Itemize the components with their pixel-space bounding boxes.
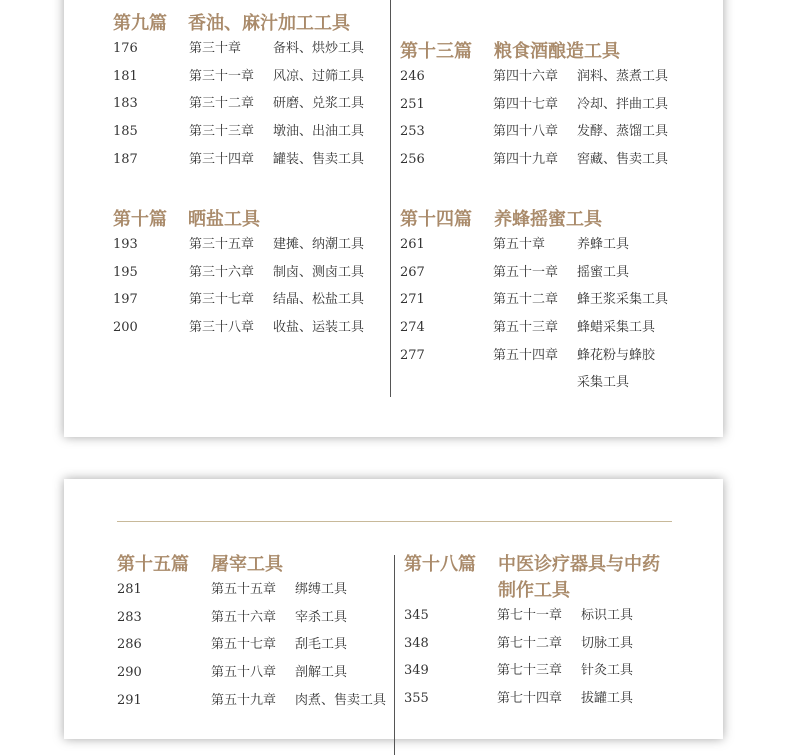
page-number: 195 bbox=[113, 264, 138, 280]
page-number: 283 bbox=[117, 609, 142, 625]
chapter-number: 第三十七章 bbox=[189, 292, 255, 308]
chapter-title: 蜂蜡采集工具 bbox=[577, 320, 656, 336]
page-number: 271 bbox=[400, 292, 425, 308]
chapter-title: 发酵、蒸馏工具 bbox=[577, 124, 669, 140]
page-number: 267 bbox=[400, 264, 425, 280]
part-number: 第十四篇 bbox=[400, 209, 472, 230]
chapter-number: 第五十二章 bbox=[493, 292, 559, 308]
part-number: 第十八篇 bbox=[404, 554, 476, 575]
part-title: 屠宰工具 bbox=[211, 554, 283, 575]
chapter-number: 第五十三章 bbox=[493, 320, 559, 336]
chapter-title: 制卤、测卤工具 bbox=[273, 264, 365, 280]
page-number: 261 bbox=[400, 237, 425, 252]
chapter-title: 剖解工具 bbox=[295, 665, 348, 681]
part-number: 第九篇 bbox=[113, 13, 167, 34]
chapter-number: 第七十二章 bbox=[497, 635, 563, 651]
chapter-title: 窖藏、售卖工具 bbox=[577, 152, 669, 168]
toc-page-lower bbox=[64, 479, 723, 739]
part-title: 香油、麻汁加工工具 bbox=[188, 13, 350, 34]
toc-page-upper bbox=[64, 0, 723, 437]
page-number: 256 bbox=[400, 152, 425, 168]
page-number: 277 bbox=[400, 347, 425, 363]
page-number: 193 bbox=[113, 237, 138, 252]
page-number: 345 bbox=[404, 608, 429, 623]
part-title: 粮食酒酿造工具 bbox=[494, 41, 620, 62]
chapter-number: 第三十五章 bbox=[189, 237, 255, 252]
chapter-title: 摇蜜工具 bbox=[577, 264, 630, 280]
chapter-title: 切脉工具 bbox=[581, 635, 634, 651]
chapter-number: 第五十四章 bbox=[493, 347, 559, 363]
chapter-title: 刮毛工具 bbox=[295, 637, 348, 653]
chapter-title: 采集工具 bbox=[577, 375, 630, 391]
page-number: 349 bbox=[404, 663, 429, 679]
column-divider bbox=[390, 0, 391, 397]
page-number: 290 bbox=[117, 665, 142, 681]
page-number: 291 bbox=[117, 692, 142, 708]
chapter-title: 建摊、纳潮工具 bbox=[273, 237, 365, 252]
page-number: 253 bbox=[400, 124, 425, 140]
chapter-title: 墩油、出油工具 bbox=[273, 124, 365, 140]
chapter-title: 风凉、过筛工具 bbox=[273, 68, 365, 84]
page-number: 197 bbox=[113, 292, 138, 308]
chapter-title: 罐装、售卖工具 bbox=[273, 151, 365, 167]
page-number: 286 bbox=[117, 637, 142, 653]
chapter-title: 备料、烘炒工具 bbox=[273, 41, 365, 56]
chapter-number: 第五十九章 bbox=[211, 692, 277, 708]
chapter-number: 第四十七章 bbox=[493, 96, 559, 112]
header-rule bbox=[117, 521, 672, 522]
part-title-continuation: 制作工具 bbox=[498, 580, 570, 601]
part-title: 养蜂摇蜜工具 bbox=[494, 209, 602, 230]
page-number: 281 bbox=[117, 582, 142, 597]
part-number: 第十五篇 bbox=[117, 554, 189, 575]
page-number: 251 bbox=[400, 96, 425, 112]
chapter-title: 收盐、运装工具 bbox=[273, 320, 365, 336]
part-title: 中医诊疗器具与中药 bbox=[498, 554, 660, 575]
chapter-number: 第三十二章 bbox=[189, 96, 255, 112]
page-number: 274 bbox=[400, 320, 425, 336]
chapter-number: 第五十五章 bbox=[211, 582, 277, 597]
page-number: 183 bbox=[113, 96, 138, 112]
part-title: 晒盐工具 bbox=[188, 209, 260, 230]
chapter-title: 针灸工具 bbox=[581, 663, 634, 679]
part-number: 第十三篇 bbox=[400, 41, 472, 62]
chapter-number: 第七十一章 bbox=[497, 608, 563, 623]
chapter-number: 第四十九章 bbox=[493, 152, 559, 168]
chapter-title: 润料、蒸煮工具 bbox=[577, 69, 669, 84]
page-number: 176 bbox=[113, 41, 138, 56]
page-number: 187 bbox=[113, 151, 138, 167]
chapter-title: 冷却、拌曲工具 bbox=[577, 96, 669, 112]
chapter-number: 第五十章 bbox=[493, 237, 546, 252]
chapter-number: 第三十八章 bbox=[189, 320, 255, 336]
page-number: 355 bbox=[404, 691, 429, 707]
chapter-number: 第三十三章 bbox=[189, 124, 255, 140]
page-number: 185 bbox=[113, 124, 138, 140]
chapter-number: 第五十一章 bbox=[493, 264, 559, 280]
chapter-title: 肉煮、售卖工具 bbox=[295, 692, 387, 708]
chapter-number: 第四十六章 bbox=[493, 69, 559, 84]
chapter-title: 宰杀工具 bbox=[295, 609, 348, 625]
part-number: 第十篇 bbox=[113, 209, 167, 230]
chapter-number: 第五十八章 bbox=[211, 665, 277, 681]
chapter-title: 研磨、兑浆工具 bbox=[273, 96, 365, 112]
chapter-number: 第三十章 bbox=[189, 41, 242, 56]
column-divider bbox=[394, 555, 395, 755]
chapter-title: 拔罐工具 bbox=[581, 691, 634, 707]
chapter-number: 第五十七章 bbox=[211, 637, 277, 653]
page-number: 200 bbox=[113, 320, 138, 336]
chapter-title: 绑缚工具 bbox=[295, 582, 348, 597]
page-number: 348 bbox=[404, 635, 429, 651]
chapter-title: 结晶、松盐工具 bbox=[273, 292, 365, 308]
chapter-number: 第四十八章 bbox=[493, 124, 559, 140]
chapter-number: 第七十四章 bbox=[497, 691, 563, 707]
chapter-title: 标识工具 bbox=[581, 608, 634, 623]
chapter-number: 第七十三章 bbox=[497, 663, 563, 679]
chapter-title: 蜂王浆采集工具 bbox=[577, 292, 669, 308]
chapter-number: 第三十一章 bbox=[189, 68, 255, 84]
chapter-number: 第三十四章 bbox=[189, 151, 255, 167]
chapter-title: 蜂花粉与蜂胶 bbox=[577, 347, 656, 363]
page-number: 246 bbox=[400, 69, 425, 84]
chapter-number: 第三十六章 bbox=[189, 264, 255, 280]
page-number: 181 bbox=[113, 68, 138, 84]
chapter-number: 第五十六章 bbox=[211, 609, 277, 625]
chapter-title: 养蜂工具 bbox=[577, 237, 630, 252]
